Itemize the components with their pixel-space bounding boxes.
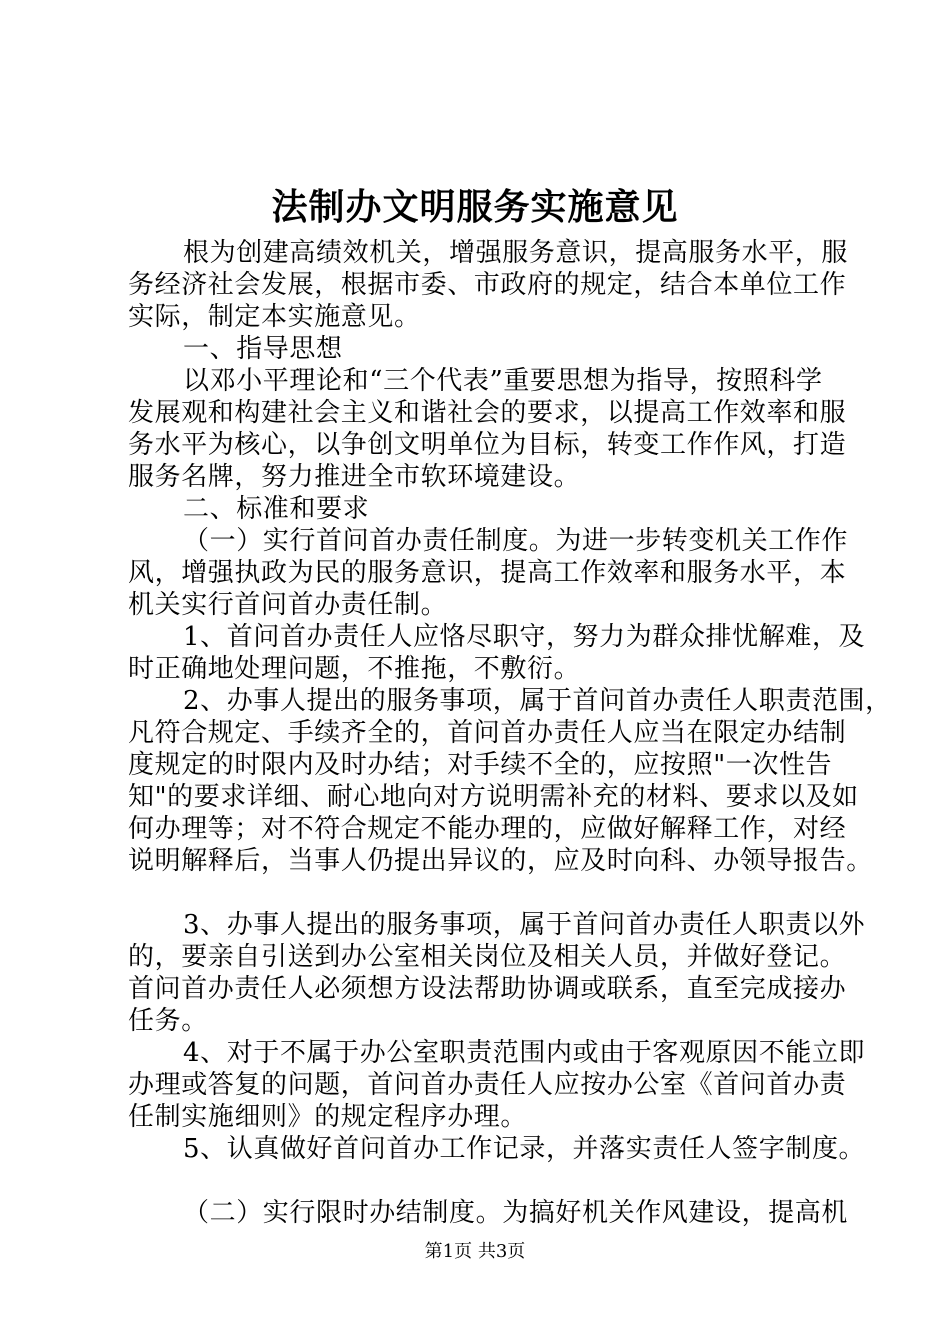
paragraph-line: 时正确地处理问题，不推拖，不敷衍。	[128, 654, 581, 684]
paragraph-line: 5、认真做好首问首办工作记录，并落实责任人签字制度。	[183, 1134, 866, 1164]
paragraph-line: 1、首问首办责任人应恪尽职守，努力为群众排忧解难，及	[183, 622, 866, 652]
paragraph-line: （一）实行首问首办责任制度。为进一步转变机关工作作	[183, 526, 849, 556]
paragraph-line: 风，增强执政为民的服务意识，提高工作效率和服务水平，本	[128, 558, 847, 588]
paragraph-line: （二）实行限时办结制度。为搞好机关作风建设，提高机	[183, 1198, 849, 1228]
paragraph-line: 何办理等；对不符合规定不能办理的，应做好解释工作，对经	[128, 814, 847, 844]
paragraph-line: 实际，制定本实施意见。	[128, 302, 421, 332]
paragraph-line: 2、办事人提出的服务事项，属于首问首办责任人职责范围，	[183, 686, 892, 716]
paragraph-line: 任务。	[128, 1006, 208, 1036]
paragraph-line: 度规定的时限内及时办结；对手续不全的，应按照"一次性告	[128, 750, 833, 780]
paragraph-line: 3、办事人提出的服务事项，属于首问首办责任人职责以外	[183, 910, 866, 940]
paragraph-line: 办理或答复的问题，首问首办责任人应按办公室《首问首办责	[128, 1070, 847, 1100]
section-heading: 二、标准和要求	[183, 494, 370, 524]
section-heading: 一、指导思想	[183, 334, 343, 364]
paragraph-line: 机关实行首问首办责任制。	[128, 590, 448, 620]
paragraph-line: 知"的要求详细、耐心地向对方说明需补充的材料、要求以及如	[128, 782, 859, 812]
paragraph-line: 发展观和构建社会主义和谐社会的要求，以提高工作效率和服	[128, 398, 847, 428]
paragraph-line: 任制实施细则》的规定程序办理。	[128, 1102, 528, 1132]
paragraph-line: 务经济社会发展，根据市委、市政府的规定，结合本单位工作	[128, 270, 847, 300]
paragraph-line: 服务名牌，努力推进全市软环境建设。	[128, 462, 581, 492]
paragraph-line: 4、对于不属于办公室职责范围内或由于客观原因不能立即	[183, 1038, 866, 1068]
paragraph-line: 的，要亲自引送到办公室相关岗位及相关人员，并做好登记。	[128, 942, 847, 972]
paragraph-line: 凡符合规定、手续齐全的，首问首办责任人应当在限定办结制	[128, 718, 847, 748]
paragraph-line: 说明解释后，当事人仍提出异议的，应及时向科、办领导报告。	[128, 846, 873, 876]
page-number: 第1页 共3页	[424, 1241, 526, 1262]
paragraph-line: 以邓小平理论和“三个代表”重要思想为指导，按照科学	[183, 366, 823, 396]
paragraph-line: 首问首办责任人必须想方设法帮助协调或联系，直至完成接办	[128, 974, 847, 1004]
document-title: 法制办文明服务实施意见	[271, 186, 679, 228]
paragraph-line: 根为创建高绩效机关，增强服务意识，提高服务水平，服	[183, 238, 849, 268]
paragraph-line: 务水平为核心，以争创文明单位为目标，转变工作作风，打造	[128, 430, 847, 460]
